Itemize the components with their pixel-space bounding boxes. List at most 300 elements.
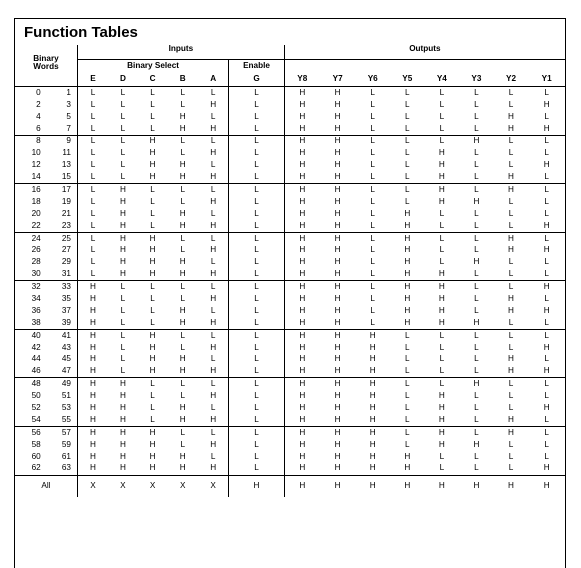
select-cell: L <box>120 330 126 340</box>
word-cell: 12 <box>31 160 41 170</box>
output-cell: H <box>369 427 376 437</box>
output-cell: H <box>284 171 320 183</box>
output-cell: L <box>370 208 375 218</box>
output-cell: H <box>284 463 320 475</box>
output-cell: L <box>404 354 410 364</box>
output-cell: H <box>334 196 341 206</box>
output-cell: L <box>508 196 514 206</box>
word-cell: 51 <box>61 391 71 401</box>
output-cell: H <box>438 160 445 170</box>
output-cell: H <box>284 208 320 220</box>
select-cell: H <box>119 403 126 412</box>
output-cell: L <box>474 172 479 182</box>
output-cell: L <box>404 414 410 424</box>
output-cell: H <box>334 305 341 315</box>
output-cell: H <box>369 463 376 473</box>
select-cell: H <box>179 414 186 424</box>
select-cell: L <box>77 196 108 208</box>
output-cell: L <box>439 123 445 133</box>
select-cell: L <box>210 233 216 243</box>
word-cell: 42 <box>31 342 41 352</box>
select-cell: L <box>77 268 108 280</box>
select-cell: H <box>77 390 108 402</box>
output-cell: H <box>334 87 341 97</box>
output-cell: H <box>334 282 341 292</box>
output-cell: L <box>404 366 410 376</box>
output-cell: H <box>528 475 565 497</box>
output-cell: L <box>544 196 549 206</box>
select-cell: L <box>120 111 126 121</box>
enable-cell: L <box>229 317 285 329</box>
select-cell: L <box>150 87 155 97</box>
select-cell: L <box>77 123 108 135</box>
output-cell: H <box>369 403 376 412</box>
output-cell: H <box>284 354 320 366</box>
output-cell: H <box>334 99 341 109</box>
table-row <box>15 245 565 257</box>
select-cell: L <box>210 282 216 292</box>
output-cell: L <box>439 99 445 109</box>
output-cell: H <box>404 293 411 303</box>
output-cell: L <box>474 148 479 158</box>
word-cell: 23 <box>61 220 71 230</box>
output-cell: H <box>494 475 529 497</box>
select-cell: L <box>77 232 108 244</box>
output-cell: L <box>474 208 479 218</box>
output-cell: H <box>369 354 376 364</box>
table-row <box>15 317 565 329</box>
enable-cell: L <box>229 232 285 244</box>
output-cell: H <box>334 160 341 170</box>
output-cell: H <box>334 427 341 437</box>
word-cell: 7 <box>66 123 71 133</box>
output-cell: L <box>370 160 375 170</box>
output-cell: L <box>439 245 445 255</box>
output-cell: L <box>508 342 514 352</box>
binary-words-header <box>15 45 77 73</box>
select-cell: L <box>150 403 155 412</box>
output-cell: L <box>439 220 445 230</box>
output-cell: L <box>474 391 479 401</box>
output-col-header: Y5 <box>402 74 413 84</box>
select-cell: H <box>210 123 217 133</box>
table-row <box>15 293 565 305</box>
output-cell: L <box>370 257 375 267</box>
word-cell: 56 <box>31 427 41 437</box>
select-cell: H <box>119 427 126 437</box>
output-cell: H <box>284 99 320 111</box>
output-cell: L <box>370 293 375 303</box>
output-cell: L <box>474 330 479 340</box>
output-cell: H <box>543 403 550 412</box>
output-cell: H <box>284 414 320 426</box>
select-cell: L <box>180 379 186 389</box>
select-cell: L <box>180 233 186 243</box>
select-cell: L <box>120 317 126 327</box>
select-cell: H <box>210 269 217 279</box>
select-cell: H <box>149 354 156 364</box>
output-cell: L <box>544 391 549 401</box>
output-cell: L <box>474 99 479 109</box>
select-cell: L <box>150 282 155 292</box>
word-cell: 8 <box>36 136 41 146</box>
select-cell: H <box>179 354 186 364</box>
output-cell: H <box>438 172 445 182</box>
select-cell: H <box>77 414 108 426</box>
output-cell: H <box>369 414 376 424</box>
select-cell: L <box>77 171 108 183</box>
output-cell: H <box>543 342 550 352</box>
select-cell: H <box>149 160 156 170</box>
output-cell: L <box>544 293 549 303</box>
output-cell: H <box>284 245 320 257</box>
word-cell: 2 <box>36 99 41 109</box>
select-cell: L <box>77 184 108 196</box>
output-cell: H <box>334 354 341 364</box>
binary-words-header-line2: Words <box>33 61 59 71</box>
select-cell: H <box>77 365 108 377</box>
outputs-spacer <box>284 60 565 74</box>
enable-cell: L <box>229 135 285 147</box>
select-cell: L <box>150 99 155 109</box>
output-cell: L <box>404 342 410 352</box>
select-cell: L <box>210 403 216 412</box>
output-cell: L <box>404 379 410 389</box>
select-cell: L <box>180 439 186 449</box>
output-cell: H <box>438 317 445 327</box>
enable-cell: L <box>229 402 285 414</box>
output-col-header: Y2 <box>506 74 517 84</box>
output-cell: L <box>474 305 479 315</box>
select-cell: L <box>180 391 186 401</box>
word-cell: 62 <box>31 463 41 473</box>
output-cell: L <box>370 245 375 255</box>
output-cell: H <box>508 354 514 364</box>
select-cell: H <box>77 378 108 390</box>
output-cell: H <box>543 220 550 230</box>
enable-header: Enable <box>229 60 285 74</box>
select-cell: H <box>179 111 186 121</box>
output-cell: L <box>370 111 375 121</box>
output-cell: H <box>369 439 376 449</box>
output-cell: L <box>370 269 375 279</box>
output-cell: H <box>473 196 480 206</box>
word-cell: 49 <box>61 379 71 389</box>
select-cell: L <box>210 111 216 121</box>
output-cell: L <box>370 317 375 327</box>
select-cell: L <box>210 160 216 170</box>
select-cell: H <box>149 451 156 461</box>
output-cell: L <box>439 111 445 121</box>
output-cell: L <box>439 451 445 461</box>
select-cell: L <box>210 136 216 146</box>
word-cell: 27 <box>61 245 71 255</box>
select-cell: L <box>77 208 108 220</box>
enable-cell: L <box>229 329 285 341</box>
select-cell: L <box>120 99 126 109</box>
word-cell: 40 <box>31 330 41 340</box>
output-cell: L <box>370 172 375 182</box>
table-row <box>15 365 565 377</box>
select-cell: H <box>179 451 186 461</box>
select-cell: H <box>119 439 126 449</box>
output-cell: H <box>438 282 445 292</box>
table-row <box>15 305 565 317</box>
output-cell: L <box>370 87 375 97</box>
output-cell: L <box>474 269 479 279</box>
word-cell: 6 <box>36 123 41 133</box>
output-cell: L <box>404 160 410 170</box>
output-cell: L <box>404 439 410 449</box>
select-col-header: B <box>179 74 186 84</box>
select-cell: H <box>179 317 186 327</box>
output-cell: L <box>370 99 375 109</box>
select-cell: H <box>179 172 186 182</box>
select-cell: L <box>120 305 126 315</box>
word-cell: 15 <box>61 172 71 182</box>
output-cell: H <box>438 184 445 194</box>
output-cell: H <box>334 123 341 133</box>
select-col-header: A <box>210 74 217 84</box>
output-cell: H <box>284 111 320 123</box>
output-cell: H <box>404 269 411 279</box>
output-cell: L <box>439 366 445 376</box>
output-cell: H <box>334 136 341 146</box>
output-cell: H <box>334 317 341 327</box>
select-cell: L <box>180 148 186 158</box>
output-cell: L <box>404 123 410 133</box>
select-cell: L <box>210 87 216 97</box>
select-cell: H <box>119 220 126 230</box>
output-cell: L <box>544 317 549 327</box>
output-cell: L <box>544 414 549 424</box>
select-cell: X <box>77 475 108 497</box>
enable-cell: L <box>229 268 285 280</box>
word-cell: 35 <box>61 293 71 303</box>
output-cell: L <box>370 184 375 194</box>
table-row <box>15 159 565 171</box>
select-cell: L <box>77 256 108 268</box>
column-header-row <box>15 73 565 87</box>
word-cell: 14 <box>31 172 41 182</box>
output-cell: H <box>543 160 550 170</box>
select-cell: H <box>210 366 217 376</box>
output-cell: L <box>508 282 514 292</box>
select-cell: H <box>179 208 186 218</box>
output-cell: L <box>404 403 410 412</box>
select-cell: L <box>180 87 186 97</box>
enable-cell: L <box>229 354 285 366</box>
select-cell: L <box>77 159 108 171</box>
output-cell: L <box>404 391 410 401</box>
enable-cell: L <box>229 414 285 426</box>
table-row <box>15 232 565 244</box>
select-cell: H <box>210 245 217 255</box>
enable-cell: L <box>229 365 285 377</box>
output-cell: L <box>404 87 410 97</box>
output-cell: H <box>284 232 320 244</box>
table-row <box>15 135 565 147</box>
select-cell: H <box>149 233 156 243</box>
select-cell: L <box>210 379 216 389</box>
output-cell: H <box>334 172 341 182</box>
table-row <box>15 354 565 366</box>
word-cell: 50 <box>31 391 41 401</box>
output-cell: L <box>474 427 479 437</box>
output-cell: H <box>543 305 550 315</box>
word-cell: 45 <box>61 354 71 364</box>
output-cell: H <box>284 220 320 232</box>
output-cell: L <box>404 136 410 146</box>
output-cell: L <box>544 136 549 146</box>
output-cell: L <box>404 184 410 194</box>
output-cell: H <box>404 257 411 267</box>
output-cell: L <box>474 233 479 243</box>
select-cell: L <box>120 354 126 364</box>
output-cell: L <box>439 463 445 473</box>
enable-cell: L <box>229 293 285 305</box>
output-cell: L <box>508 391 514 401</box>
table-row <box>15 87 565 99</box>
output-cell: H <box>508 172 514 182</box>
select-cell: L <box>180 427 186 437</box>
select-cell: H <box>210 99 217 109</box>
word-cell: 61 <box>61 451 71 461</box>
output-cell: H <box>473 257 480 267</box>
output-cell: L <box>474 111 479 121</box>
enable-cell: L <box>229 159 285 171</box>
table-row <box>15 463 565 475</box>
output-cell: H <box>508 366 514 376</box>
output-cell: H <box>284 451 320 463</box>
table-row <box>15 439 565 451</box>
output-cell: H <box>334 245 341 255</box>
enable-cell: L <box>229 390 285 402</box>
select-cell: H <box>149 463 156 473</box>
word-cell: 4 <box>36 111 41 121</box>
output-cell: L <box>544 379 549 389</box>
enable-cell: L <box>229 426 285 438</box>
select-cell: L <box>210 257 216 267</box>
select-cell: L <box>77 220 108 232</box>
table-row <box>15 184 565 196</box>
output-cell: H <box>284 378 320 390</box>
select-cell: L <box>150 305 155 315</box>
word-cell: 11 <box>62 148 71 158</box>
output-cell: H <box>425 475 460 497</box>
output-cell: H <box>438 269 445 279</box>
output-cell: L <box>508 330 514 340</box>
output-cell: L <box>508 379 514 389</box>
output-cell: H <box>404 233 411 243</box>
select-cell: X <box>167 475 198 497</box>
select-cell: H <box>77 402 108 414</box>
select-cell: H <box>119 451 126 461</box>
select-cell: H <box>210 220 217 230</box>
enable-cell: L <box>229 147 285 159</box>
output-cell: H <box>334 463 341 473</box>
select-cell: L <box>210 354 216 364</box>
output-cell: H <box>334 379 341 389</box>
output-cell: L <box>404 196 410 206</box>
output-cell: L <box>474 184 479 194</box>
word-cell: 47 <box>61 366 71 376</box>
select-cell: H <box>179 257 186 267</box>
word-cell: 34 <box>31 293 41 303</box>
select-cell: H <box>119 208 126 218</box>
select-cell: L <box>150 123 155 133</box>
word-cell: 58 <box>31 439 41 449</box>
output-cell: H <box>284 293 320 305</box>
output-cell: H <box>369 330 376 340</box>
enable-cell: H <box>229 475 285 497</box>
select-cell: L <box>120 172 126 182</box>
table-row <box>15 196 565 208</box>
output-cell: L <box>508 463 514 473</box>
output-col-header: Y6 <box>367 74 378 84</box>
select-cell: H <box>77 329 108 341</box>
output-cell: H <box>404 463 411 473</box>
output-cell: H <box>284 281 320 293</box>
output-cell: H <box>508 305 514 315</box>
output-cell: L <box>474 160 479 170</box>
select-cell: L <box>150 379 155 389</box>
select-cell: L <box>120 87 126 97</box>
word-cell: 17 <box>61 184 71 194</box>
word-cell: 5 <box>66 111 71 121</box>
select-cell: H <box>77 451 108 463</box>
word-cell: 20 <box>31 208 41 218</box>
output-cell: H <box>334 233 341 243</box>
table-row <box>15 123 565 135</box>
select-cell: L <box>150 208 155 218</box>
output-cell: H <box>284 365 320 377</box>
output-cell: H <box>508 414 514 424</box>
select-cell: L <box>77 245 108 257</box>
word-cell: 38 <box>31 317 41 327</box>
select-cell: H <box>119 196 126 206</box>
enable-cell: L <box>229 463 285 475</box>
select-cell: H <box>77 426 108 438</box>
all-label: All <box>15 475 77 497</box>
output-cell: L <box>439 87 445 97</box>
select-cell: H <box>77 463 108 475</box>
output-cell: L <box>474 403 479 412</box>
output-cell: L <box>508 451 514 461</box>
word-cell: 25 <box>61 233 71 243</box>
output-cell: H <box>284 475 320 497</box>
select-cell: L <box>180 99 186 109</box>
select-cell: L <box>210 330 216 340</box>
select-cell: H <box>77 281 108 293</box>
select-cell: H <box>149 245 156 255</box>
output-cell: H <box>334 451 341 461</box>
enable-cell: L <box>229 111 285 123</box>
output-cell: H <box>508 184 514 194</box>
select-cell: L <box>120 366 126 376</box>
output-cell: H <box>334 257 341 267</box>
output-cell: L <box>404 427 410 437</box>
output-cell: H <box>438 196 445 206</box>
output-cell: L <box>544 354 549 364</box>
output-cell: H <box>369 451 376 461</box>
select-cell: L <box>120 282 126 292</box>
output-cell: L <box>508 160 514 170</box>
word-cell: 52 <box>31 403 41 412</box>
output-cell: L <box>508 269 514 279</box>
enable-cell: L <box>229 256 285 268</box>
output-cell: H <box>284 256 320 268</box>
